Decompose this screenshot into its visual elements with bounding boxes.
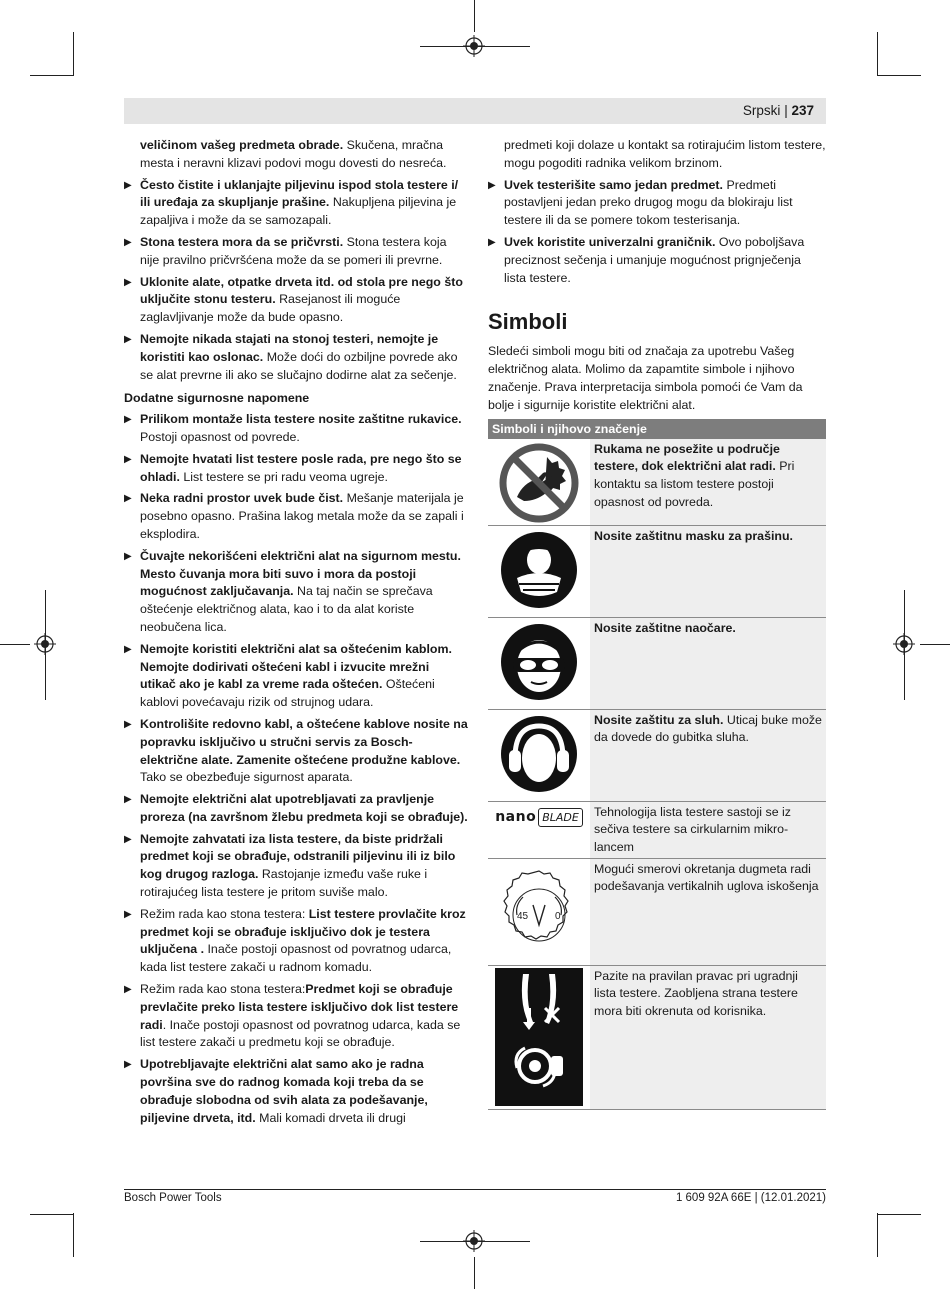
blade-direction-icon bbox=[495, 968, 583, 1106]
continued-paragraph: predmeti koji dolaze u kontakt sa rotirajućim listom testere, mogu pogoditi radnika velikom brzinom. bbox=[504, 138, 826, 170]
knob-label-right: 0 bbox=[555, 910, 561, 922]
symbol-description bbox=[590, 618, 826, 709]
bullet-bold: Često čistite i uklanjajte piljevinu ispod stola testere i/ ili uređaja za skupljanje prašine. bbox=[140, 177, 459, 210]
crop-mark bbox=[877, 1214, 921, 1215]
icon-cell bbox=[488, 618, 590, 709]
table-row bbox=[488, 966, 826, 1110]
bullet-arrow-icon: ▶ bbox=[124, 984, 132, 996]
icon-cell bbox=[488, 802, 590, 858]
table-row bbox=[488, 526, 826, 618]
safety-bullet bbox=[488, 234, 826, 287]
symbol-description bbox=[590, 966, 826, 1109]
safety-bullet bbox=[124, 451, 468, 487]
bullet-bold: Čuvajte nekorišćeni električni alat na sigurnom mestu. Mesto čuvanja mora biti suvo i mora da postoji mogućnost zaključavanja. bbox=[140, 548, 461, 599]
table-header: Simboli i njihovo značenje bbox=[488, 419, 826, 439]
header-text bbox=[743, 103, 814, 118]
symbol-description bbox=[590, 859, 826, 965]
bullet-bold: Uvek koristite univerzalni graničnik. bbox=[504, 234, 716, 249]
symbol-description bbox=[590, 710, 826, 801]
symbol-bold: Rukama ne posežite u područje testere, dok električni alat radi. bbox=[594, 441, 780, 474]
footer-divider bbox=[124, 1189, 826, 1190]
table-row bbox=[488, 618, 826, 710]
bullet-arrow-icon: ▶ bbox=[124, 1059, 132, 1071]
symbol-text: Tehnologija lista testere sastoji se iz sečiva testere sa cirkularnim mikro-lancem bbox=[594, 804, 791, 855]
icon-cell bbox=[488, 859, 590, 965]
registration-mark-icon bbox=[463, 35, 485, 57]
intro-bold: veličinom vašeg predmeta obrade. bbox=[140, 138, 344, 152]
bullet-bold: Neka radni prostor uvek bude čist. bbox=[140, 491, 344, 506]
symbol-description bbox=[590, 802, 826, 858]
crop-mark bbox=[474, 0, 475, 32]
crop-mark bbox=[73, 32, 74, 76]
bullet-text: Tako se obezbeđuje sigurnost aparata. bbox=[140, 770, 353, 785]
section-title: Simboli bbox=[488, 309, 568, 335]
bullet-text: Rasejanost ili moguće zaglavljivanje može da bude opasno. bbox=[140, 292, 401, 325]
crop-mark bbox=[877, 32, 878, 76]
bullet-text: Mešanje materijala je posebno opasno. Prašina lakog metala može da se zapali i eksplodira. bbox=[140, 491, 464, 541]
registration-mark-icon bbox=[893, 633, 915, 655]
page-header bbox=[124, 98, 826, 124]
bullet-text: Mali komadi drveta ili drugi bbox=[255, 1110, 406, 1125]
safety-bullet bbox=[124, 490, 468, 543]
crop-mark bbox=[920, 644, 950, 645]
crop-mark bbox=[30, 75, 74, 76]
bullet-bold: Kontrolišite redovno kabl, a oštećene kablove nosite na popravku isključivo u stručni servis za Bosch-električne alate. Zamenite oštećene produžne kablove. bbox=[140, 716, 468, 767]
bullet-bold: Uvek testerišite samo jedan predmet. bbox=[504, 177, 723, 192]
crop-mark bbox=[474, 1257, 475, 1289]
symbol-text: Pri kontaktu sa listom testere postoji opasnost od povreda. bbox=[594, 459, 795, 509]
page-number: 237 bbox=[791, 103, 814, 118]
bullet-arrow-icon: ▶ bbox=[488, 236, 496, 248]
bullet-arrow-icon: ▶ bbox=[124, 550, 132, 562]
dust-mask-icon bbox=[499, 530, 579, 610]
bullet-bold: Prilikom montaže lista testere nosite zaštitne rukavice. bbox=[140, 412, 462, 427]
safety-bullet bbox=[124, 641, 468, 712]
bullet-text: Nakupljena piljevina je zapaljiva i može da se samozapali. bbox=[140, 195, 457, 228]
safety-bullet bbox=[124, 548, 468, 637]
section-intro: Sledeći simboli mogu biti od značaja za upotrebu Vašeg električnog alata. Molimo da zapamtite simbole i njihovo značenje. Prava interpretacija simbola pomoći će Vam da bolje i sigurnije koristite električni alat. bbox=[488, 344, 803, 412]
no-hands-near-blade-icon bbox=[499, 443, 579, 523]
safety-bullet bbox=[124, 177, 468, 230]
bullet-arrow-icon: ▶ bbox=[124, 794, 132, 806]
table-row bbox=[488, 859, 826, 966]
bullet-bold: List testere provlačite kroz predmet koji se obrađuje isključivo dok je testera uključena . bbox=[140, 906, 466, 957]
bullet-bold: Nemojte koristiti električni alat sa oštećenim kablom. Nemojte dodirivati oštećeni kabl i izvucite mrežni utikač ako je kabl za vreme rada oštećen. bbox=[140, 641, 452, 692]
bullet-bold: Stona testera mora da se pričvrsti. bbox=[140, 234, 344, 249]
safety-bullet bbox=[124, 716, 468, 787]
symbol-bold: Nosite zaštitne naočare. bbox=[594, 620, 736, 635]
bullet-text: Postoji opasnost od povrede. bbox=[140, 429, 300, 444]
symbol-bold: Nosite zaštitu za sluh. bbox=[594, 712, 724, 727]
bullet-pre: Režim rada kao stona testera: bbox=[140, 906, 309, 921]
bullet-text: Stona testera koja nije pravilno pričvršćena može da se pomeri ili prevrne. bbox=[140, 234, 447, 267]
left-column bbox=[124, 137, 468, 1131]
icon-cell bbox=[488, 710, 590, 801]
bullet-bold: Nemojte hvatati list testere posle rada, pre nego što se ohladi. bbox=[140, 451, 462, 484]
bullet-bold: Upotrebljavajte električni alat samo ako je radna površina sve do radnog komada koji treba da se obrađuje slobodna od svih alata za podešavanje, piljevine drveta, itd. bbox=[140, 1057, 428, 1125]
bullet-arrow-icon: ▶ bbox=[124, 908, 132, 920]
bullet-bold: Nemojte zahvatati iza lista testere, da biste pridržali predmet koji se obrađuje, odstranili piljevinu ili iz bilo kog drugog razloga. bbox=[140, 831, 456, 882]
safety-bullet bbox=[124, 906, 468, 977]
table-row bbox=[488, 439, 826, 526]
bullet-bold: Nemojte električni alat upotrebljavati za pravljenje proreza (na završnom žlebu predmeta koji se obrađuje). bbox=[140, 792, 468, 824]
symbol-description bbox=[590, 439, 826, 525]
crop-mark bbox=[30, 1214, 74, 1215]
bullet-text: Oštećeni kablovi povećavaju rizik od strujnog udara. bbox=[140, 677, 435, 710]
symbol-text: Uticaj buke može da dovede do gubitka sluha. bbox=[594, 712, 822, 745]
bullet-arrow-icon: ▶ bbox=[124, 833, 132, 845]
knob-label-left: 45 bbox=[517, 910, 529, 922]
symbol-description bbox=[590, 526, 826, 617]
bullet-text: Na taj način se sprečava oštećenje električnog alata, kao i to da alat koriste neobučena lica. bbox=[140, 584, 433, 634]
nanoblade-logo-blade: BLADE bbox=[538, 808, 583, 828]
icon-cell bbox=[488, 966, 590, 1109]
bullet-pre: Režim rada kao stona testera: bbox=[140, 982, 306, 997]
safety-goggles-icon bbox=[499, 622, 579, 702]
nanoblade-logo bbox=[495, 808, 583, 828]
table-row bbox=[488, 802, 826, 859]
safety-bullet bbox=[488, 177, 826, 230]
bullet-arrow-icon: ▶ bbox=[124, 453, 132, 465]
bullet-text: List testere se pri radu veoma ugreje. bbox=[179, 469, 388, 484]
bullet-arrow-icon: ▶ bbox=[124, 236, 132, 248]
crop-mark bbox=[877, 75, 921, 76]
intro-text: Skučena, mračna mesta i neravni klizavi podovi mogu dovesti do nesreća. bbox=[140, 138, 447, 170]
crop-mark bbox=[73, 1213, 74, 1257]
icon-cell bbox=[488, 526, 590, 617]
crop-mark bbox=[0, 644, 30, 645]
safety-bullet bbox=[124, 791, 468, 827]
symbol-text: Mogući smerovi okretanja dugmeta radi podešavanja vertikalnih uglova iskošenja bbox=[594, 861, 819, 894]
subheading: Dodatne sigurnosne napomene bbox=[124, 391, 310, 406]
bullet-text: Rastojanje između vaše ruke i rotirajućeg lista testere je pritom suviše malo. bbox=[140, 867, 428, 900]
right-column bbox=[488, 137, 826, 1110]
safety-bullet bbox=[124, 331, 468, 384]
ear-protection-icon bbox=[499, 714, 579, 794]
bullet-arrow-icon: ▶ bbox=[488, 179, 496, 191]
safety-bullet bbox=[124, 831, 468, 902]
bullet-arrow-icon: ▶ bbox=[124, 179, 132, 191]
footer-doc-number: 1 609 92A 66E | (12.01.2021) bbox=[675, 1192, 826, 1204]
bullet-text: Predmeti postavljeni jedan preko drugog mogu da blokiraju list testere ili da se pomere tokom testerisanja. bbox=[504, 177, 793, 228]
bullet-text: Može doći do ozbiljne povrede ako se alat prevrne ili ako se slučajno dodirne alat za sečenje. bbox=[140, 349, 458, 382]
symbol-text: Pazite na pravilan pravac pri ugradnji lista testere. Zaobljena strana testere mora biti okrenuta od korisnika. bbox=[594, 968, 798, 1019]
safety-bullet bbox=[124, 1056, 468, 1127]
intro-paragraph bbox=[124, 137, 468, 173]
registration-mark-icon bbox=[463, 1230, 485, 1252]
symbols-table bbox=[488, 419, 826, 1110]
safety-bullet bbox=[124, 274, 468, 327]
table-row bbox=[488, 710, 826, 802]
bullet-arrow-icon: ▶ bbox=[124, 493, 132, 505]
bullet-arrow-icon: ▶ bbox=[124, 276, 132, 288]
bullet-bold: Nemojte nikada stajati na stonoj testeri, nemojte je koristiti kao oslonac. bbox=[140, 331, 439, 364]
rotation-knob-icon bbox=[499, 867, 579, 957]
bullet-arrow-icon: ▶ bbox=[124, 718, 132, 730]
safety-bullet bbox=[124, 981, 468, 1052]
footer-brand: Bosch Power Tools bbox=[124, 1192, 222, 1204]
crop-mark bbox=[877, 1213, 878, 1257]
bullet-text: . Inače postoji opasnost od povratnog udarca, kada se list testere zakači u predmetu koji se obrađuje. bbox=[140, 1017, 461, 1050]
bullet-arrow-icon: ▶ bbox=[124, 643, 132, 655]
symbol-bold: Nosite zaštitnu masku za prašinu. bbox=[594, 528, 793, 543]
icon-cell bbox=[488, 439, 590, 525]
safety-bullet bbox=[124, 411, 468, 447]
bullet-text: Ovo poboljšava preciznost sečenja i umanjuje mogućnost prignječenja lista testere. bbox=[504, 234, 805, 285]
header-separator: | bbox=[784, 103, 788, 118]
bullet-bold: Predmet koji se obrađuje prevlačite preko lista testere isključivo dok list testere radi bbox=[140, 982, 459, 1032]
bullet-bold: Uklonite alate, otpatke drveta itd. od stola pre nego što uključite stonu testeru. bbox=[140, 274, 463, 307]
bullet-arrow-icon: ▶ bbox=[124, 333, 132, 345]
header-language: Srpski bbox=[742, 103, 781, 118]
registration-mark-icon bbox=[34, 633, 56, 655]
nanoblade-logo-nano: nano bbox=[495, 808, 537, 825]
safety-bullet bbox=[124, 234, 468, 270]
bullet-text: Inače postoji opasnost od povratnog udarca, kada list testere zakači u radnom komadu. bbox=[140, 942, 452, 975]
bullet-arrow-icon: ▶ bbox=[124, 414, 132, 426]
